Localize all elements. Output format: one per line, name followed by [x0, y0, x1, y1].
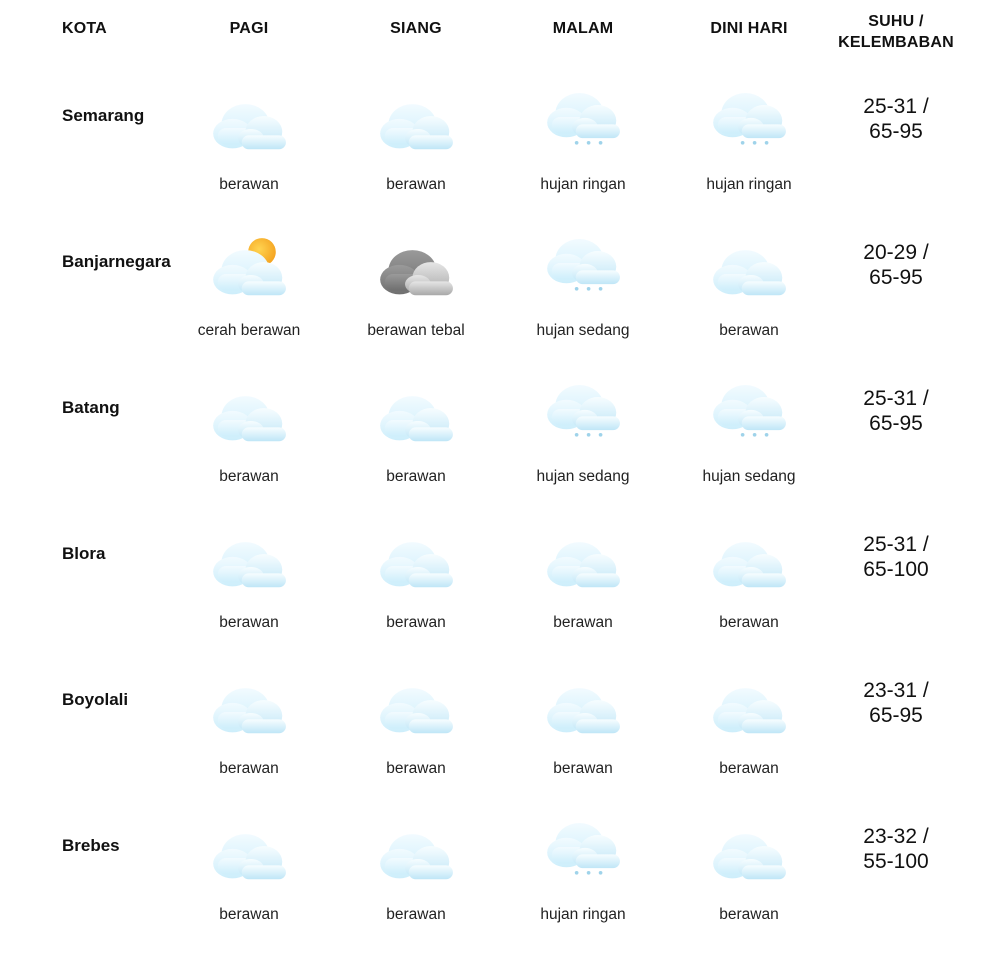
cloud-icon: [374, 520, 460, 590]
weather-label: berawan: [219, 468, 279, 485]
cloud-icon: [541, 520, 627, 590]
sun-cloud-icon: [207, 228, 293, 298]
rain-cloud-icon: [707, 82, 793, 152]
header-siang: SIANG: [390, 20, 442, 37]
weather-label: hujan ringan: [706, 176, 792, 193]
weather-label: berawan: [386, 176, 446, 193]
forecast-row: [0, 528, 1000, 674]
forecast-row: [0, 820, 1000, 966]
cloud-icon: [374, 812, 460, 882]
humidity-range: 65-95: [869, 412, 923, 435]
cloud-icon: [707, 666, 793, 736]
forecast-row: [0, 382, 1000, 528]
humidity-range: 65-95: [869, 120, 923, 143]
forecast-cell: [333, 76, 499, 222]
temp-humidity: [830, 94, 962, 144]
forecast-row: [0, 236, 1000, 382]
weather-label: berawan: [386, 906, 446, 923]
temp-humidity: [830, 386, 962, 436]
rain-cloud-icon: [707, 374, 793, 444]
temp-humidity: [830, 240, 962, 290]
cloud-icon: [374, 374, 460, 444]
forecast-cell: [166, 806, 332, 952]
temperature-range: 25-31 /: [863, 95, 929, 118]
weather-label: hujan ringan: [540, 906, 626, 923]
cloud-icon: [707, 812, 793, 882]
forecast-cell: [333, 660, 499, 806]
rain-cloud-icon: [541, 228, 627, 298]
temperature-range: 23-32 /: [863, 825, 929, 848]
temp-humidity: [830, 532, 962, 582]
forecast-cell: [666, 660, 832, 806]
forecast-cell: [500, 76, 666, 222]
weather-label: berawan: [386, 614, 446, 631]
temperature-range: 20-29 /: [863, 241, 929, 264]
weather-label: berawan: [553, 614, 613, 631]
city-name: Brebes: [62, 836, 120, 855]
header-kota: KOTA: [62, 20, 107, 37]
forecast-cell: [500, 368, 666, 514]
forecast-row: [0, 90, 1000, 236]
forecast-cell: [500, 806, 666, 952]
weather-label: hujan ringan: [540, 176, 626, 193]
forecast-cell: [666, 806, 832, 952]
city-name: Semarang: [62, 106, 145, 125]
city-name: Boyolali: [62, 690, 129, 709]
humidity-range: 65-95: [869, 266, 923, 289]
cloud-icon: [374, 666, 460, 736]
forecast-cell: [333, 222, 499, 368]
header-suhu-kelembaban: [830, 11, 962, 53]
city-name: Batang: [62, 398, 120, 417]
cloud-icon: [374, 82, 460, 152]
forecast-cell: [166, 76, 332, 222]
weather-label: berawan: [719, 614, 779, 631]
weather-label: berawan: [219, 906, 279, 923]
forecast-cell: [500, 222, 666, 368]
cloud-icon: [707, 228, 793, 298]
weather-label: berawan: [386, 468, 446, 485]
cloud-icon: [207, 520, 293, 590]
forecast-cell: [500, 660, 666, 806]
humidity-range: 65-95: [869, 704, 923, 727]
weather-label: berawan: [553, 760, 613, 777]
temperature-range: 23-31 /: [863, 679, 929, 702]
dark-cloud-icon: [374, 228, 460, 298]
forecast-cell: [333, 514, 499, 660]
header-suhu: SUHU /: [868, 13, 924, 30]
weather-label: berawan: [219, 176, 279, 193]
weather-label: berawan: [719, 906, 779, 923]
cloud-icon: [207, 374, 293, 444]
header-malam: MALAM: [552, 20, 614, 37]
humidity-range: 55-100: [863, 850, 929, 873]
weather-label: berawan: [719, 760, 779, 777]
weather-label: berawan: [219, 760, 279, 777]
weather-label: berawan tebal: [367, 322, 465, 339]
forecast-cell: [500, 514, 666, 660]
temperature-range: 25-31 /: [863, 387, 929, 410]
rain-cloud-icon: [541, 374, 627, 444]
rain-cloud-icon: [541, 812, 627, 882]
header-pagi: PAGI: [229, 20, 269, 37]
cloud-icon: [541, 666, 627, 736]
weather-label: hujan sedang: [536, 322, 630, 339]
temp-humidity: [830, 824, 962, 874]
forecast-cell: [166, 368, 332, 514]
weather-label: berawan: [386, 760, 446, 777]
temperature-range: 25-31 /: [863, 533, 929, 556]
forecast-cell: [166, 660, 332, 806]
forecast-cell: [166, 222, 332, 368]
humidity-range: 65-100: [863, 558, 929, 581]
forecast-cell: [666, 76, 832, 222]
forecast-cell: [333, 368, 499, 514]
cloud-icon: [207, 666, 293, 736]
weather-label: cerah berawan: [197, 322, 301, 339]
city-name: Banjarnegara: [62, 252, 171, 271]
forecast-cell: [666, 222, 832, 368]
forecast-cell: [333, 806, 499, 952]
forecast-cell: [166, 514, 332, 660]
city-name: Blora: [62, 544, 106, 563]
header-kelembaban: KELEMBABAN: [838, 34, 954, 51]
forecast-cell: [666, 514, 832, 660]
weather-label: hujan sedang: [702, 468, 796, 485]
forecast-row: [0, 674, 1000, 820]
forecast-cell: [666, 368, 832, 514]
cloud-icon: [707, 520, 793, 590]
weather-label: berawan: [219, 614, 279, 631]
cloud-icon: [207, 812, 293, 882]
weather-label: berawan: [719, 322, 779, 339]
temp-humidity: [830, 678, 962, 728]
cloud-icon: [207, 82, 293, 152]
header-dini-hari: DINI HARI: [710, 20, 788, 37]
rain-cloud-icon: [541, 82, 627, 152]
weather-label: hujan sedang: [536, 468, 630, 485]
